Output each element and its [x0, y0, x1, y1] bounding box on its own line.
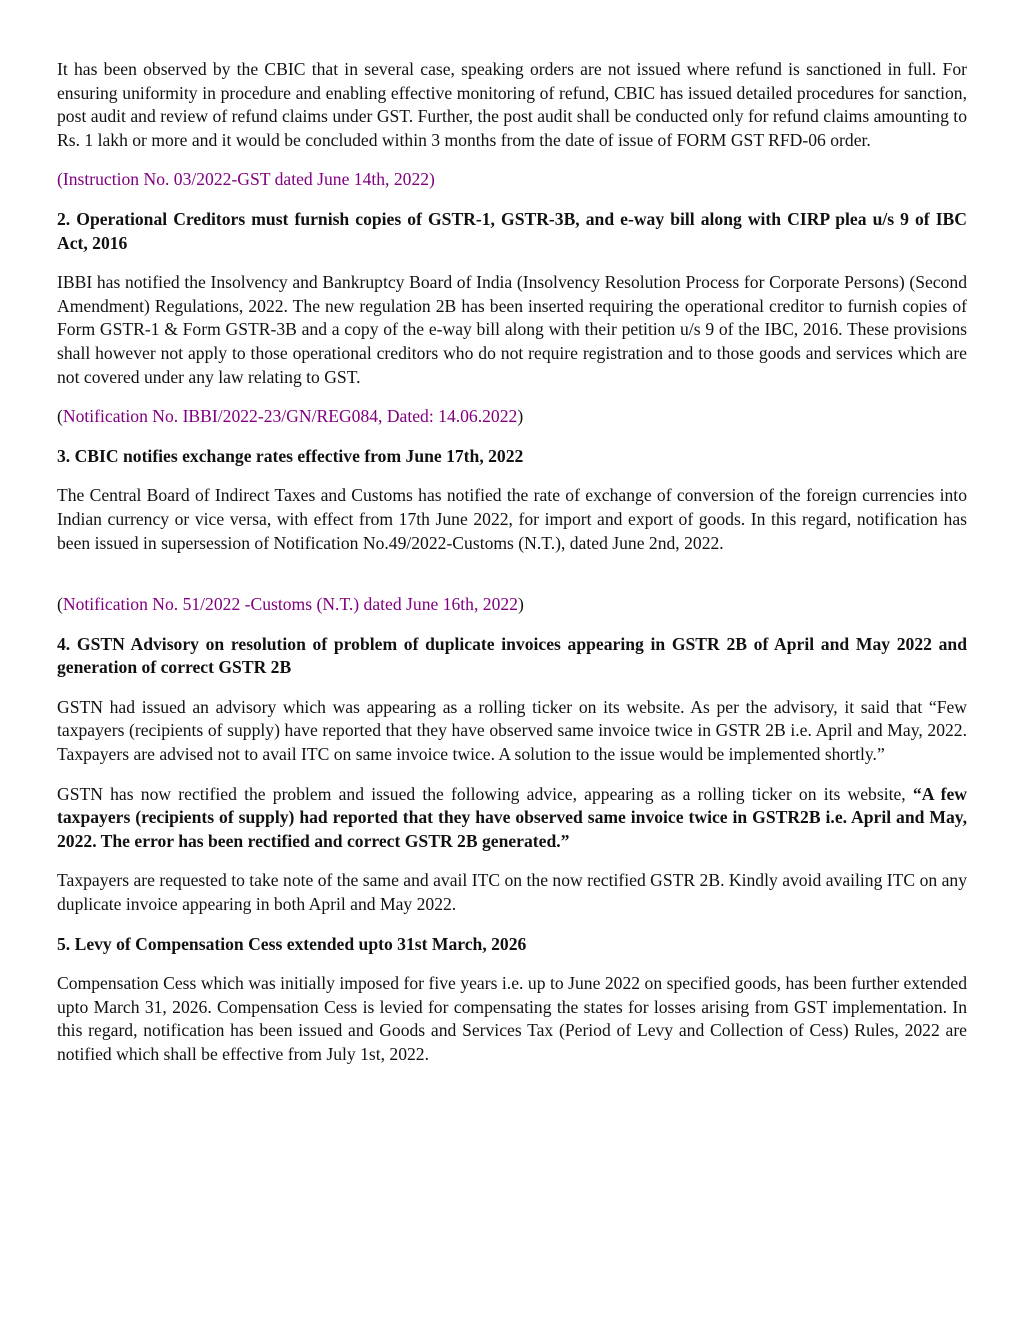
- section-4-paragraph-2-lead: GSTN has now rectified the problem and issued the following advice, appearing as a rolling ticker on its website,: [57, 783, 906, 804]
- section-5-paragraph: Compensation Cess which was initially imposed for five years i.e. up to June 2022 on specified goods, has been further extended upto March 31, 2026. Compensation Cess is levied for compensating the states for losses arising from GST implementation. In this regard, notification has been issued and Goods and Services Tax (Period of Levy and Collection of Cess) Rules, 2022 are notified which shall be effective from July 1st, 2022.: [57, 973, 967, 1064]
- intro-paragraph: It has been observed by the CBIC that in several case, speaking orders are not issued where refund is sanctioned in full. For ensuring uniformity in procedure and enabling effective monitoring of refund, CBIC has issued detailed procedures for sanction, post audit and review of refund claims under GST. Further, the post audit shall be conducted only for refund claims amounting to Rs. 1 lakh or more and it would be concluded within 3 months from the date of issue of FORM GST RFD-06 order.: [57, 59, 967, 150]
- section-2-heading: 2. Operational Creditors must furnish copies of GSTR-1, GSTR-3B, and e-way bill along with CIRP plea u/s 9 of IBC Act, 2016: [57, 208, 967, 253]
- section-3-heading: 3. CBIC notifies exchange rates effective from June 17th, 2022: [57, 445, 524, 466]
- paren-open: (: [57, 594, 63, 615]
- paren-open: (: [57, 406, 63, 427]
- paren-close: ): [517, 594, 524, 615]
- document-page: [57, 58, 967, 1067]
- section-3-reference: Notification No. 51/2022 -Customs (N.T.) dated June 16th, 2022: [62, 594, 518, 615]
- section-4-paragraph-1: GSTN had issued an advisory which was appearing as a rolling ticker on its website. As per the advisory, it said that “Few taxpayers (recipients of supply) have reported that they have observed same invoice twice in GSTR 2B i.e. April and May, 2022. Taxpayers are advised not to avail ITC on same invoice twice. A solution to the issue would be implemented shortly.”: [57, 696, 967, 765]
- section-4-heading: 4. GSTN Advisory on resolution of problem of duplicate invoices appearing in GSTR 2B of April and May 2022 and generation of correct GSTR 2B: [57, 633, 967, 678]
- section-4-quote: “A few taxpayers (recipients of supply) had reported that they have observed same invoice twice in GSTR2B i.e. April and May, 2022. The error has been rectified and correct GSTR 2B generated.”: [57, 783, 967, 851]
- section-3-paragraph: The Central Board of Indirect Taxes and Customs has notified the rate of exchange of conversion of the foreign currencies into Indian currency or vice versa, with effect from 17th June 2022, for import and export of goods. In this regard, notification has been issued in supersession of Notification No.49/2022-Customs (N.T.), dated June 2nd, 2022.: [57, 485, 967, 553]
- section-5-heading: 5. Levy of Compensation Cess extended upto 31st March, 2026: [57, 933, 527, 954]
- section-4-paragraph-2: [57, 783, 967, 854]
- intro-reference: (Instruction No. 03/2022-GST dated June 14th, 2022): [57, 169, 435, 190]
- section-3-reference-line: [57, 593, 967, 617]
- paren-close: ): [517, 406, 524, 427]
- section-4-paragraph-3: Taxpayers are requested to take note of the same and avail ITC on the now rectified GSTR 2B. Kindly avoid availing ITC on any duplicate invoice appearing in both April and May 2022.: [57, 870, 967, 915]
- section-2-paragraph: IBBI has notified the Insolvency and Bankruptcy Board of India (Insolvency Resolution Process for Corporate Persons) (Second Amendment) Regulations, 2022. The new regulation 2B has been inserted requiring the operational creditor to furnish copies of Form GSTR-1 & Form GSTR-3B and a copy of the e-way bill along with their petition u/s 9 of the IBC, 2016. These provisions shall however not apply to those operational creditors who do not require registration and to those goods and services which are not covered under any law relating to GST.: [57, 272, 967, 387]
- section-2-reference: Notification No. IBBI/2022-23/GN/REG084, Dated: 14.06.2022: [62, 406, 518, 427]
- section-2-reference-line: [57, 405, 967, 429]
